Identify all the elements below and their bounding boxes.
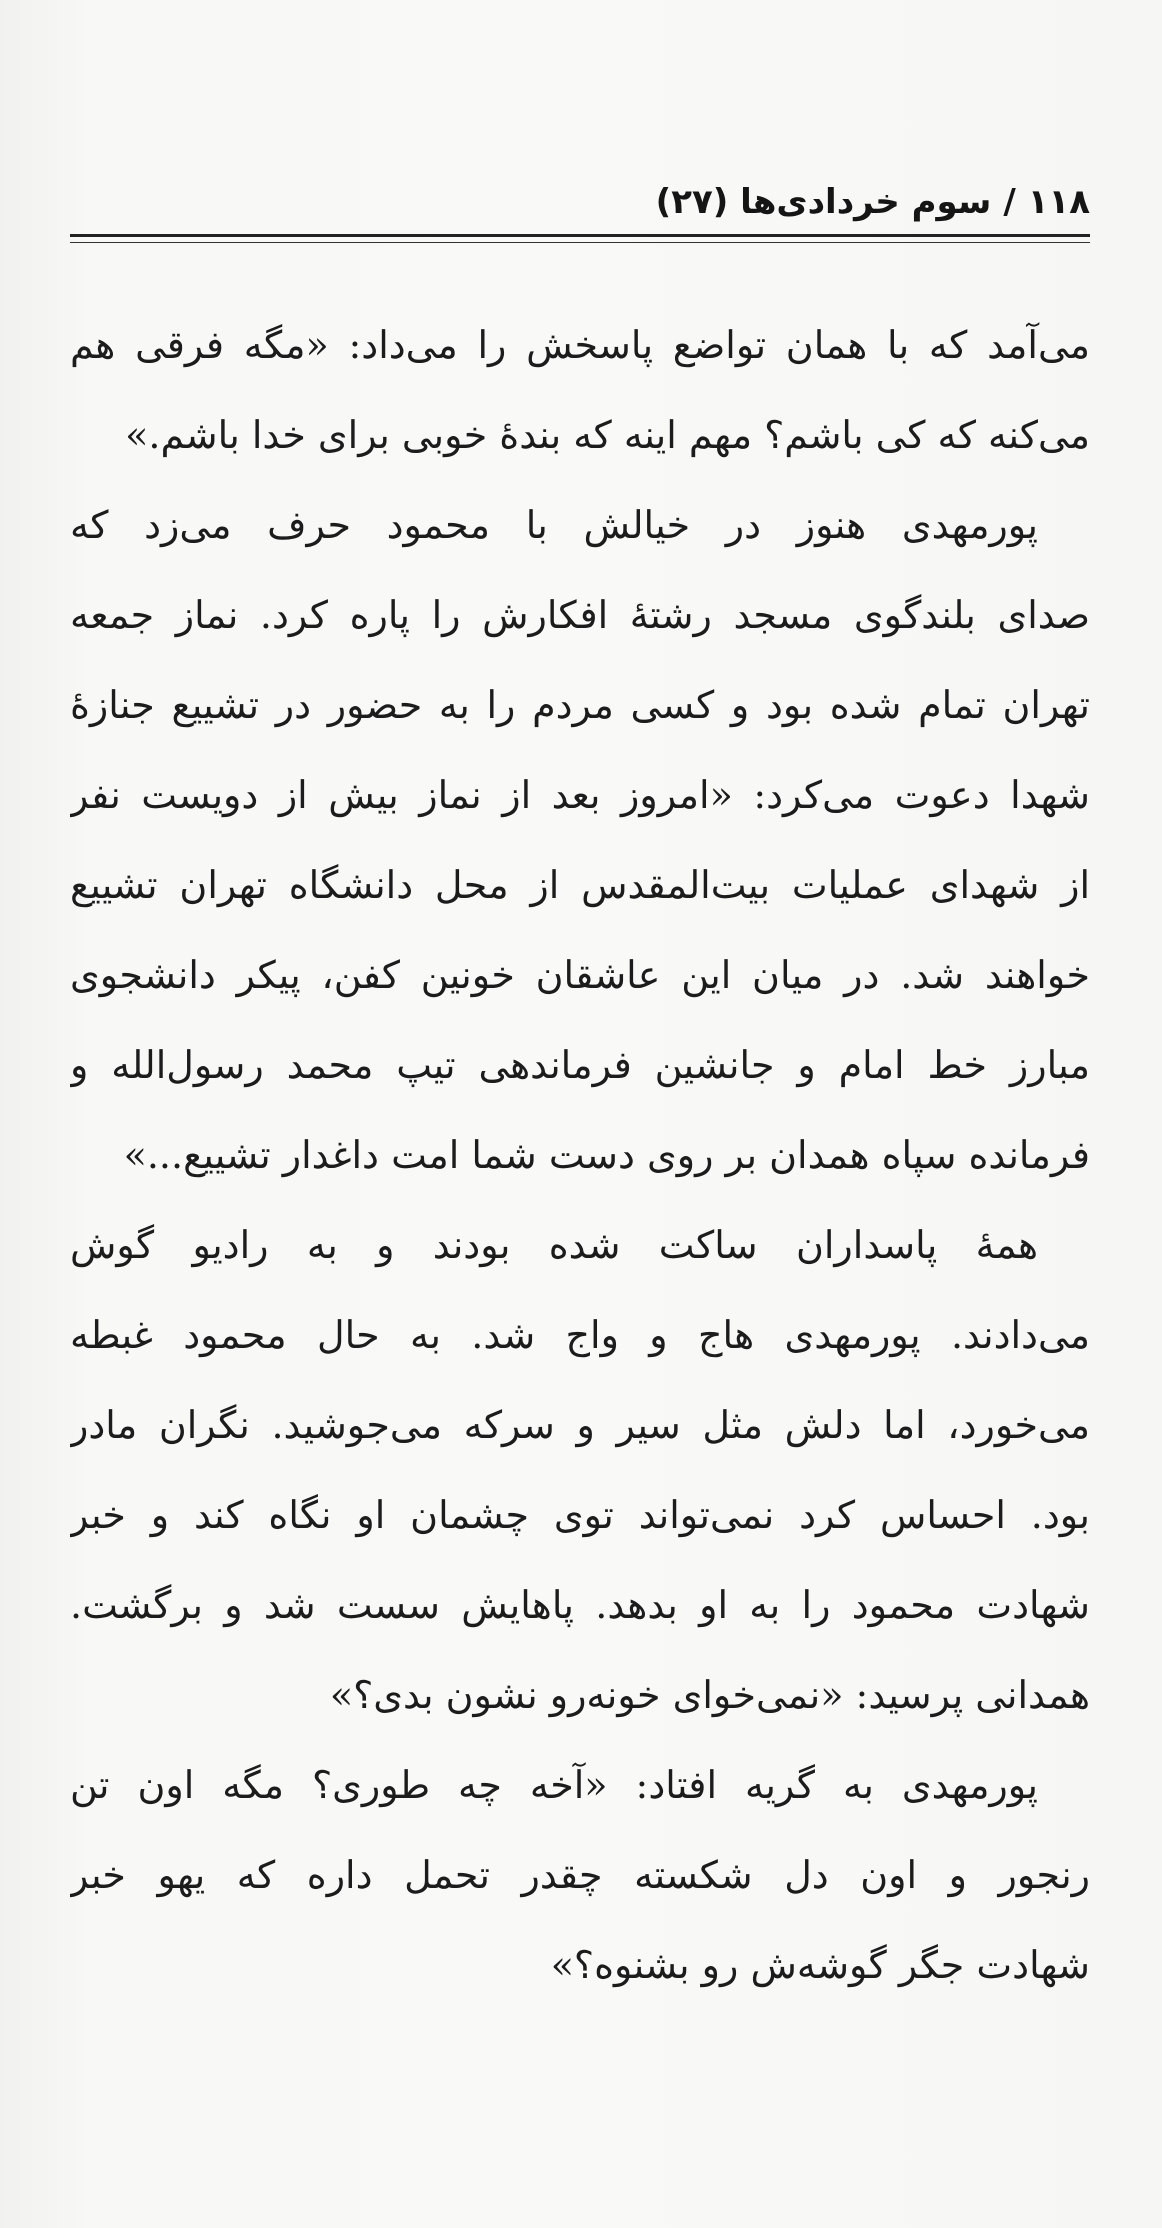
text-line: صدای بلندگوی مسجد رشتهٔ افکارش را پاره کرد. نماز جمعه — [70, 593, 1090, 637]
text-line: مبارز خط امام و جانشین فرماندهی تیپ محمد رسول‌الله و — [70, 1043, 1090, 1087]
text-line: خواهند شد. در میان این عاشقان خونین کفن، پیکر دانشجوی — [70, 953, 1090, 997]
text-line: بود. احساس کرد نمی‌تواند توی چشمان او نگاه کند و خبر — [70, 1493, 1090, 1537]
text-line: پورمهدی هنوز در خیالش با محمود حرف می‌زد که — [70, 503, 1038, 547]
text-line: فرمانده سپاه همدان بر روی دست شما امت داغدار تشییع...» — [123, 1133, 1090, 1177]
text-line: می‌کنه که کی باشم؟ مهم اینه که بندهٔ خوبی برای خدا باشم.» — [125, 413, 1090, 457]
text-line: پورمهدی به گریه افتاد: «آخه چه طوری؟ مگه اون تن — [70, 1763, 1038, 1807]
header-rule-thick — [70, 234, 1090, 237]
text-line: همهٔ پاسداران ساکت شده بودند و به رادیو گوش — [70, 1223, 1038, 1267]
running-header — [70, 172, 1090, 232]
header-rule-thin — [70, 242, 1090, 243]
body-text — [70, 300, 1090, 2010]
page-number: ۱۱۸ — [1027, 182, 1090, 222]
text-line: شهدا دعوت می‌کرد: «امروز بعد از نماز بیش از دویست نفر — [70, 773, 1090, 817]
text-line: شهادت محمود را به او بدهد. پاهایش سست شد و برگشت. — [70, 1583, 1090, 1627]
text-line: تهران تمام شده بود و کسی مردم را به حضور در تشییع جنازهٔ — [70, 683, 1090, 727]
text-line: می‌دادند. پورمهدی هاج و واج شد. به حال محمود غبطه — [70, 1313, 1090, 1357]
text-line: از شهدای عملیات بیت‌المقدس از محل دانشگاه تهران تشییع — [70, 863, 1090, 907]
text-line: همدانی پرسید: «نمی‌خوای خونه‌رو نشون بدی؟» — [329, 1673, 1090, 1717]
text-line: می‌خورد، اما دلش مثل سیر و سرکه می‌جوشید. نگران مادر — [70, 1403, 1090, 1447]
text-line: می‌آمد که با همان تواضع پاسخش را می‌داد: «مگه فرقی هم — [70, 323, 1090, 367]
text-line: شهادت جگر گوشه‌ش رو بشنوه؟» — [550, 1943, 1090, 1987]
header-separator: / — [1003, 182, 1016, 222]
chapter-title: سوم خردادی‌ها (۲۷) — [655, 182, 992, 222]
text-line: رنجور و اون دل شکسته چقدر تحمل داره که یهو خبر — [70, 1853, 1090, 1897]
